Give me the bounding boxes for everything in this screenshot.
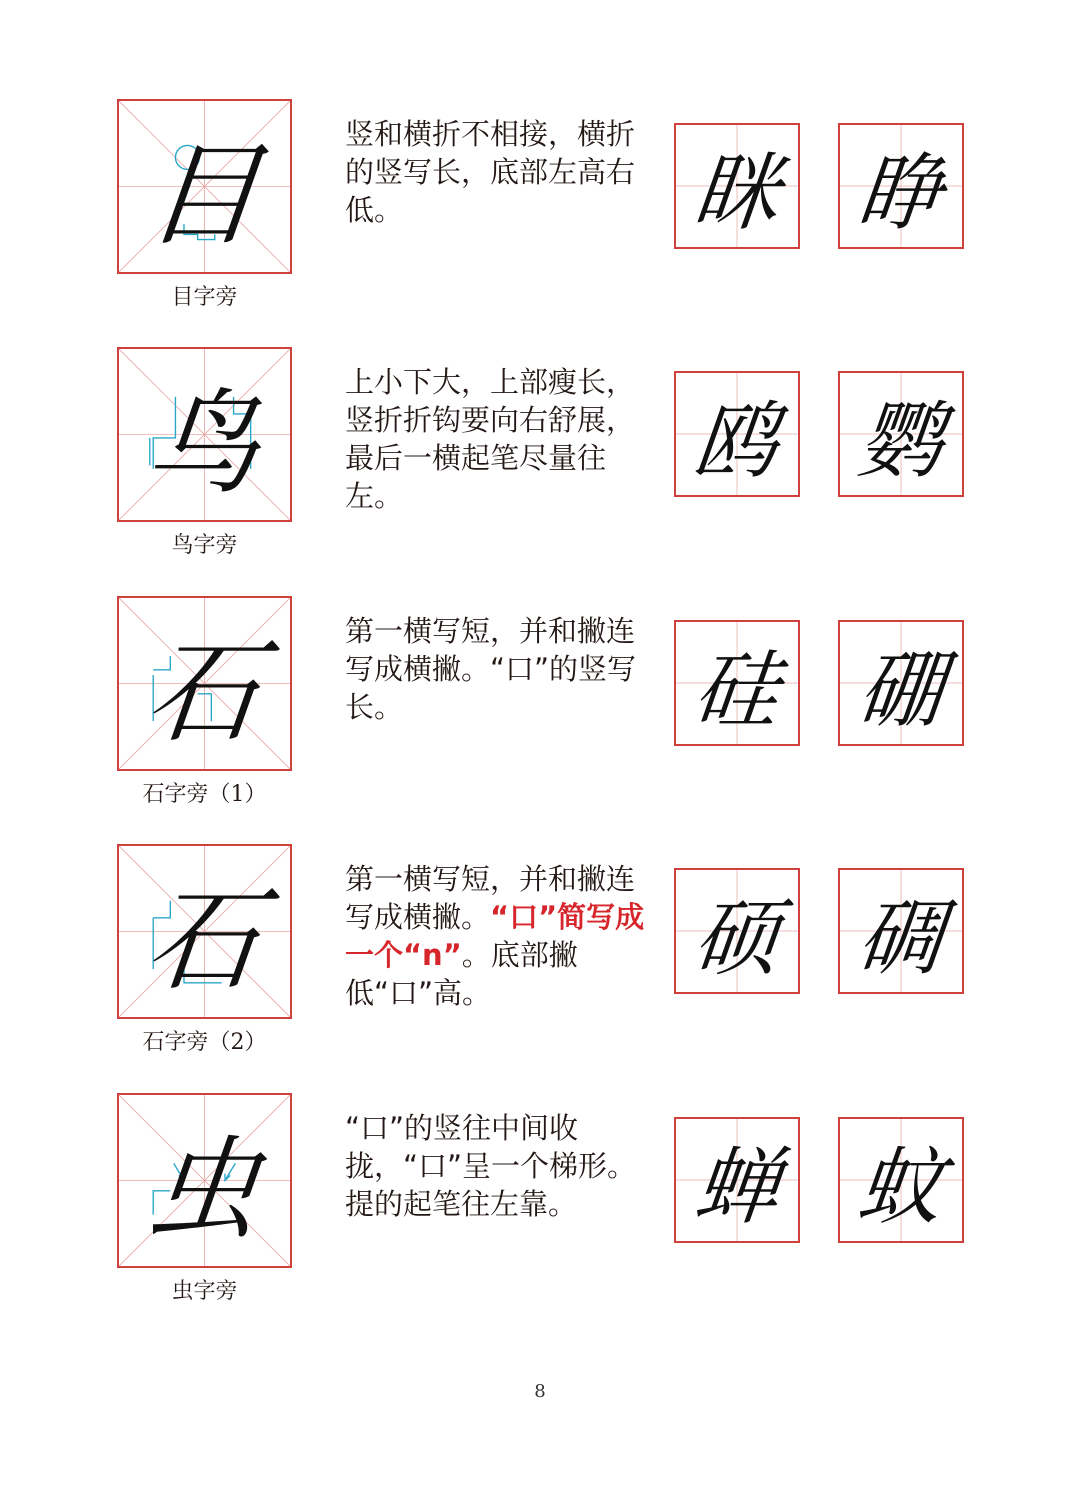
example-glyph: 硼 — [853, 640, 948, 739]
radical-caption: 目字旁 — [171, 285, 238, 310]
radical-glyph: 虫 — [140, 1125, 267, 1255]
example-glyph: 硅 — [689, 640, 784, 739]
radical-entry-shi-1 — [0, 594, 1080, 814]
example-grid — [838, 868, 964, 994]
example-glyph: 蚊 — [853, 1137, 948, 1236]
example-glyph: 碉 — [853, 888, 948, 987]
radical-grid — [117, 347, 292, 522]
radical-grid — [117, 1093, 292, 1268]
radical-entry-mu — [0, 97, 1080, 317]
radical-grid — [117, 596, 292, 771]
radical-entry-niao — [0, 345, 1080, 565]
example-glyph: 睁 — [853, 143, 948, 242]
description-text: 。底部撇低“口”高。 — [345, 938, 578, 1010]
radical-caption: 石字旁（2） — [142, 1030, 267, 1055]
example-grid — [838, 620, 964, 746]
example-grid — [838, 1117, 964, 1243]
radical-glyph: 鸟 — [140, 379, 267, 509]
example-glyph: 眯 — [689, 143, 784, 242]
radical-description — [345, 860, 645, 1012]
example-glyph: 蝉 — [689, 1137, 784, 1236]
description-text: 第一横写短，并和撇连写成横撇。 — [345, 862, 636, 934]
radical-entry-shi-2 — [0, 842, 1080, 1062]
radical-caption: 石字旁（1） — [142, 782, 267, 807]
radical-glyph: 石 — [140, 628, 267, 758]
page-number: 8 — [534, 1381, 546, 1402]
example-grid — [674, 371, 800, 497]
example-grid — [674, 868, 800, 994]
example-grid — [674, 1117, 800, 1243]
example-glyph: 鸥 — [689, 391, 784, 490]
radical-glyph: 石 — [140, 876, 267, 1006]
example-glyph: 鹦 — [853, 391, 948, 490]
radical-description: “口”的竖往中间收拢，“口”呈一个梯形。提的起笔往左靠。 — [345, 1111, 637, 1221]
radical-grid — [117, 844, 292, 1019]
example-glyph: 硕 — [689, 888, 784, 987]
example-grid — [674, 123, 800, 249]
radical-description: 上小下大，上部瘦长，竖折折钩要向右舒展，最后一横起笔尽量往左。 — [345, 365, 636, 513]
radical-grid — [117, 99, 292, 274]
radical-description: 竖和横折不相接，横折的竖写长，底部左高右低。 — [345, 117, 636, 227]
description-highlight: “口”简写成一个“n” — [345, 900, 645, 972]
example-grid — [838, 123, 964, 249]
radical-description: 第一横写短，并和撇连写成横撇。“口”的竖写长。 — [345, 614, 637, 724]
radical-entry-chong — [0, 1091, 1080, 1311]
radical-caption: 虫字旁 — [171, 1279, 238, 1304]
radical-glyph: 目 — [140, 131, 267, 261]
example-grid — [838, 371, 964, 497]
example-grid — [674, 620, 800, 746]
radical-caption: 鸟字旁 — [171, 533, 238, 558]
